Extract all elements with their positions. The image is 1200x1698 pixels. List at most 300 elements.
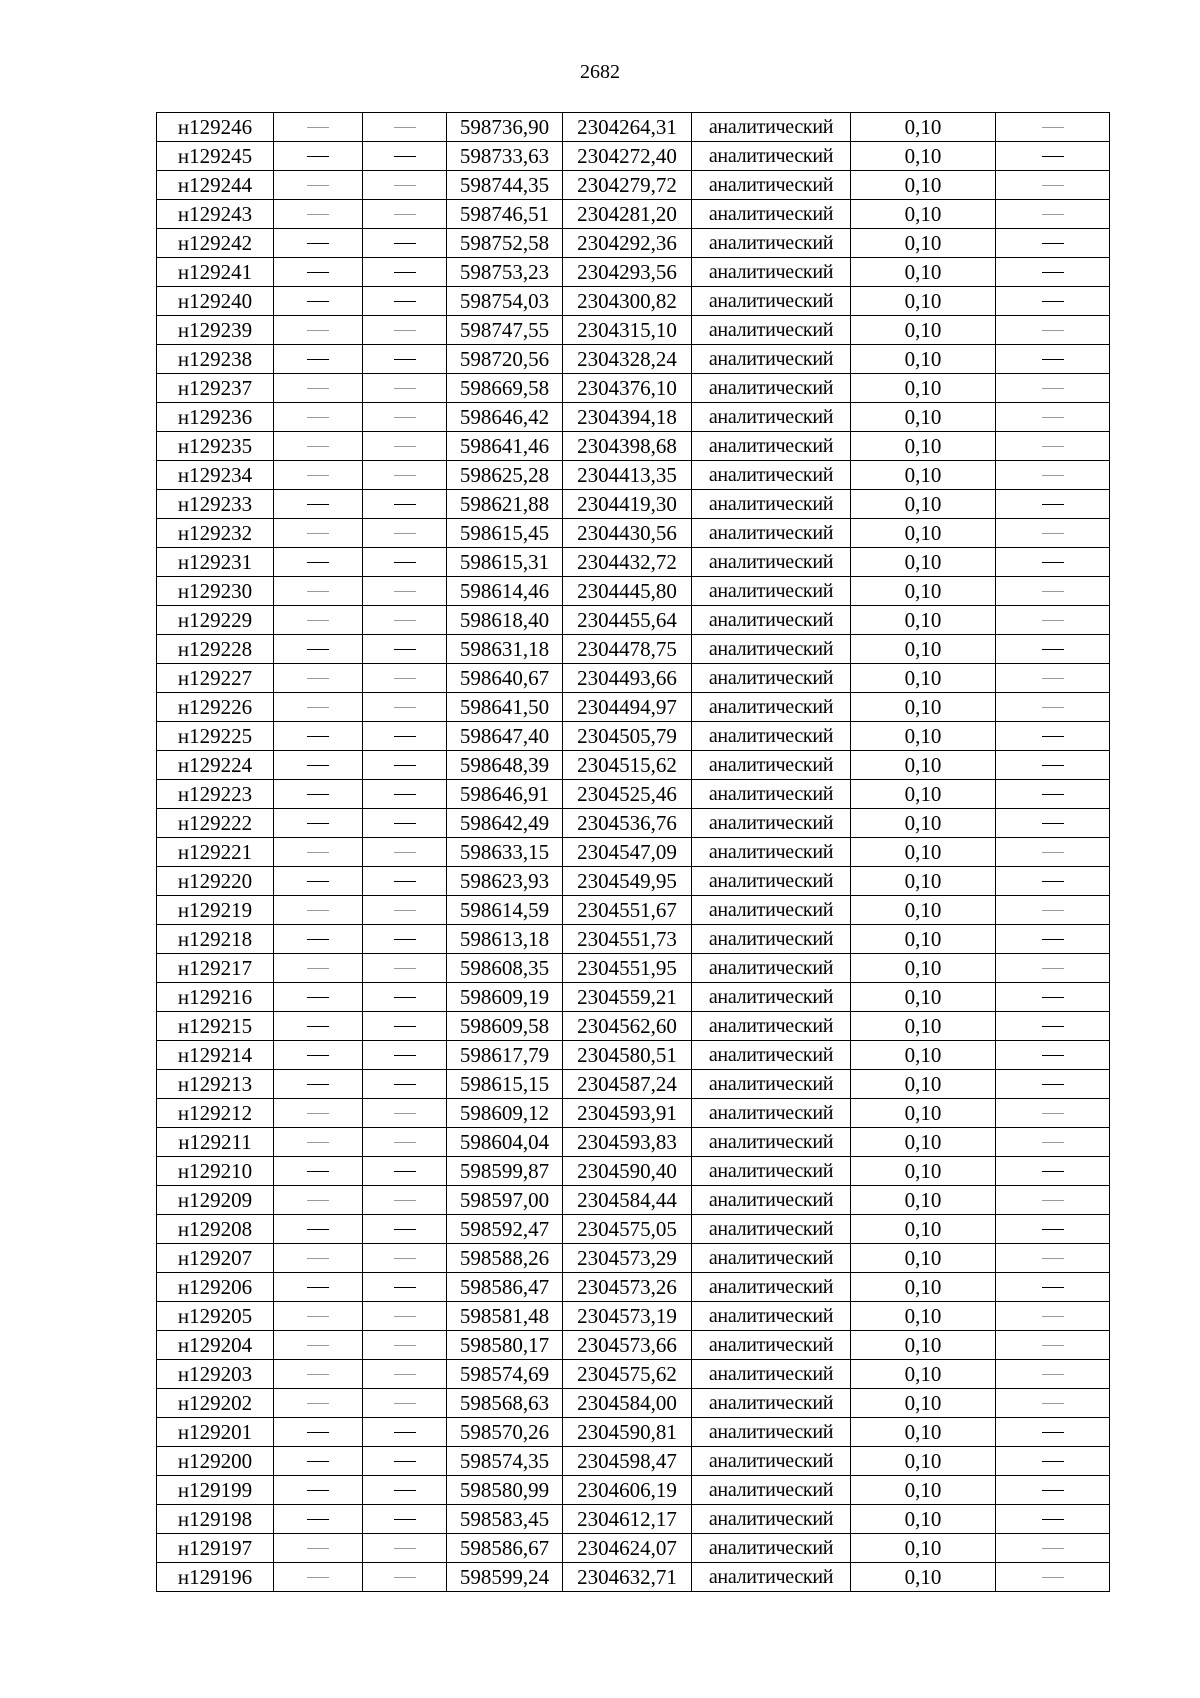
accuracy-cell: 0,10 <box>851 1505 996 1534</box>
dash-mark <box>1042 1026 1064 1027</box>
y-coordinate-cell: 2304551,67 <box>563 896 692 925</box>
empty-cell <box>363 925 447 954</box>
method-cell: аналитический <box>692 1099 851 1128</box>
point-name-cell: н129220 <box>157 867 274 896</box>
empty-cell <box>363 142 447 171</box>
point-name-cell: н129241 <box>157 258 274 287</box>
empty-cell <box>274 809 363 838</box>
method-cell: аналитический <box>692 1186 851 1215</box>
accuracy-cell: 0,10 <box>851 838 996 867</box>
method-cell: аналитический <box>692 606 851 635</box>
y-coordinate-cell: 2304580,51 <box>563 1041 692 1070</box>
dash-mark <box>1042 1258 1064 1259</box>
table-row <box>157 867 1110 896</box>
accuracy-cell: 0,10 <box>851 1447 996 1476</box>
y-coordinate-cell: 2304551,95 <box>563 954 692 983</box>
dash-mark <box>1042 997 1064 998</box>
empty-cell <box>363 1215 447 1244</box>
dash-mark <box>1042 301 1064 302</box>
y-coordinate-cell: 2304264,31 <box>563 113 692 142</box>
empty-cell <box>996 519 1110 548</box>
y-coordinate-cell: 2304525,46 <box>563 780 692 809</box>
dash-mark <box>394 1403 416 1404</box>
empty-cell <box>996 664 1110 693</box>
y-coordinate-cell: 2304575,05 <box>563 1215 692 1244</box>
accuracy-cell: 0,10 <box>851 287 996 316</box>
point-name-cell: н129207 <box>157 1244 274 1273</box>
accuracy-cell: 0,10 <box>851 316 996 345</box>
table-row <box>157 316 1110 345</box>
empty-cell <box>363 1244 447 1273</box>
dash-mark <box>307 1142 329 1143</box>
point-name-cell: н129198 <box>157 1505 274 1534</box>
y-coordinate-cell: 2304587,24 <box>563 1070 692 1099</box>
dash-mark <box>1042 1374 1064 1375</box>
empty-cell <box>274 200 363 229</box>
dash-mark <box>1042 852 1064 853</box>
x-coordinate-cell: 598583,45 <box>447 1505 563 1534</box>
empty-cell <box>996 1331 1110 1360</box>
dash-mark <box>307 1374 329 1375</box>
dash-mark <box>1042 272 1064 273</box>
method-cell: аналитический <box>692 316 851 345</box>
dash-mark <box>1042 185 1064 186</box>
point-name-cell: н129243 <box>157 200 274 229</box>
x-coordinate-cell: 598747,55 <box>447 316 563 345</box>
empty-cell <box>274 751 363 780</box>
x-coordinate-cell: 598615,31 <box>447 548 563 577</box>
dash-mark <box>394 707 416 708</box>
method-cell: аналитический <box>692 925 851 954</box>
empty-cell <box>363 867 447 896</box>
accuracy-cell: 0,10 <box>851 1302 996 1331</box>
y-coordinate-cell: 2304593,83 <box>563 1128 692 1157</box>
dash-mark <box>1042 1084 1064 1085</box>
empty-cell <box>274 461 363 490</box>
table-row <box>157 519 1110 548</box>
dash-mark <box>307 1287 329 1288</box>
empty-cell <box>274 490 363 519</box>
dash-mark <box>1042 1519 1064 1520</box>
dash-mark <box>394 388 416 389</box>
empty-cell <box>996 258 1110 287</box>
method-cell: аналитический <box>692 780 851 809</box>
x-coordinate-cell: 598615,15 <box>447 1070 563 1099</box>
point-name-cell: н129206 <box>157 1273 274 1302</box>
empty-cell <box>363 432 447 461</box>
point-name-cell: н129217 <box>157 954 274 983</box>
empty-cell <box>996 432 1110 461</box>
point-name-cell: н129204 <box>157 1331 274 1360</box>
table-row <box>157 1157 1110 1186</box>
empty-cell <box>363 1563 447 1592</box>
accuracy-cell: 0,10 <box>851 954 996 983</box>
empty-cell <box>363 577 447 606</box>
dash-mark <box>307 765 329 766</box>
empty-cell <box>274 432 363 461</box>
method-cell: аналитический <box>692 200 851 229</box>
empty-cell <box>996 896 1110 925</box>
accuracy-cell: 0,10 <box>851 925 996 954</box>
dash-mark <box>394 1171 416 1172</box>
accuracy-cell: 0,10 <box>851 548 996 577</box>
method-cell: аналитический <box>692 838 851 867</box>
point-name-cell: н129230 <box>157 577 274 606</box>
dash-mark <box>394 1200 416 1201</box>
dash-mark <box>1042 446 1064 447</box>
accuracy-cell: 0,10 <box>851 519 996 548</box>
y-coordinate-cell: 2304573,66 <box>563 1331 692 1360</box>
dash-mark <box>307 243 329 244</box>
y-coordinate-cell: 2304575,62 <box>563 1360 692 1389</box>
x-coordinate-cell: 598753,23 <box>447 258 563 287</box>
dash-mark <box>1042 127 1064 128</box>
y-coordinate-cell: 2304593,91 <box>563 1099 692 1128</box>
method-cell: аналитический <box>692 142 851 171</box>
x-coordinate-cell: 598608,35 <box>447 954 563 983</box>
dash-mark <box>1042 1316 1064 1317</box>
method-cell: аналитический <box>692 896 851 925</box>
dash-mark <box>1042 388 1064 389</box>
point-name-cell: н129235 <box>157 432 274 461</box>
method-cell: аналитический <box>692 577 851 606</box>
empty-cell <box>363 258 447 287</box>
table-row <box>157 809 1110 838</box>
method-cell: аналитический <box>692 1563 851 1592</box>
accuracy-cell: 0,10 <box>851 1128 996 1157</box>
dash-mark <box>1042 504 1064 505</box>
table-row <box>157 1186 1110 1215</box>
dash-mark <box>307 1084 329 1085</box>
dash-mark <box>394 1026 416 1027</box>
empty-cell <box>996 693 1110 722</box>
x-coordinate-cell: 598641,50 <box>447 693 563 722</box>
empty-cell <box>996 1041 1110 1070</box>
accuracy-cell: 0,10 <box>851 1360 996 1389</box>
y-coordinate-cell: 2304445,80 <box>563 577 692 606</box>
dash-mark <box>307 678 329 679</box>
dash-mark <box>394 1084 416 1085</box>
dash-mark <box>394 620 416 621</box>
y-coordinate-cell: 2304606,19 <box>563 1476 692 1505</box>
dash-mark <box>1042 1345 1064 1346</box>
method-cell: аналитический <box>692 751 851 780</box>
point-name-cell: н129212 <box>157 1099 274 1128</box>
dash-mark <box>394 1577 416 1578</box>
empty-cell <box>274 1186 363 1215</box>
point-name-cell: н129227 <box>157 664 274 693</box>
empty-cell <box>363 229 447 258</box>
dash-mark <box>394 214 416 215</box>
y-coordinate-cell: 2304376,10 <box>563 374 692 403</box>
empty-cell <box>274 229 363 258</box>
y-coordinate-cell: 2304573,19 <box>563 1302 692 1331</box>
dash-mark <box>307 1519 329 1520</box>
method-cell: аналитический <box>692 1157 851 1186</box>
dash-mark <box>307 1200 329 1201</box>
x-coordinate-cell: 598615,45 <box>447 519 563 548</box>
y-coordinate-cell: 2304279,72 <box>563 171 692 200</box>
table-row <box>157 1302 1110 1331</box>
table-row <box>157 287 1110 316</box>
method-cell: аналитический <box>692 1302 851 1331</box>
dash-mark <box>394 968 416 969</box>
empty-cell <box>274 1331 363 1360</box>
method-cell: аналитический <box>692 1418 851 1447</box>
x-coordinate-cell: 598586,67 <box>447 1534 563 1563</box>
dash-mark <box>307 533 329 534</box>
empty-cell <box>363 403 447 432</box>
dash-mark <box>1042 823 1064 824</box>
dash-mark <box>307 1548 329 1549</box>
dash-mark <box>1042 968 1064 969</box>
y-coordinate-cell: 2304505,79 <box>563 722 692 751</box>
empty-cell <box>274 1418 363 1447</box>
dash-mark <box>394 852 416 853</box>
table-row <box>157 432 1110 461</box>
point-name-cell: н129242 <box>157 229 274 258</box>
table-row <box>157 1128 1110 1157</box>
method-cell: аналитический <box>692 983 851 1012</box>
dash-mark <box>394 243 416 244</box>
empty-cell <box>363 896 447 925</box>
dash-mark <box>1042 736 1064 737</box>
dash-mark <box>307 1316 329 1317</box>
y-coordinate-cell: 2304281,20 <box>563 200 692 229</box>
dash-mark <box>307 997 329 998</box>
dash-mark <box>394 301 416 302</box>
accuracy-cell: 0,10 <box>851 1563 996 1592</box>
accuracy-cell: 0,10 <box>851 229 996 258</box>
x-coordinate-cell: 598613,18 <box>447 925 563 954</box>
accuracy-cell: 0,10 <box>851 1244 996 1273</box>
accuracy-cell: 0,10 <box>851 983 996 1012</box>
method-cell: аналитический <box>692 1360 851 1389</box>
empty-cell <box>996 1476 1110 1505</box>
x-coordinate-cell: 598580,17 <box>447 1331 563 1360</box>
dash-mark <box>1042 794 1064 795</box>
x-coordinate-cell: 598618,40 <box>447 606 563 635</box>
y-coordinate-cell: 2304493,66 <box>563 664 692 693</box>
method-cell: аналитический <box>692 374 851 403</box>
dash-mark <box>307 156 329 157</box>
empty-cell <box>274 316 363 345</box>
accuracy-cell: 0,10 <box>851 1273 996 1302</box>
y-coordinate-cell: 2304584,44 <box>563 1186 692 1215</box>
method-cell: аналитический <box>692 664 851 693</box>
table-row <box>157 1244 1110 1273</box>
table-row <box>157 171 1110 200</box>
dash-mark <box>1042 678 1064 679</box>
dash-mark <box>1042 475 1064 476</box>
empty-cell <box>363 490 447 519</box>
y-coordinate-cell: 2304559,21 <box>563 983 692 1012</box>
point-name-cell: н129221 <box>157 838 274 867</box>
table-row <box>157 983 1110 1012</box>
empty-cell <box>996 548 1110 577</box>
y-coordinate-cell: 2304536,76 <box>563 809 692 838</box>
dash-mark <box>1042 330 1064 331</box>
dash-mark <box>394 1461 416 1462</box>
dash-mark <box>307 881 329 882</box>
empty-cell <box>996 1186 1110 1215</box>
x-coordinate-cell: 598599,87 <box>447 1157 563 1186</box>
dash-mark <box>307 185 329 186</box>
empty-cell <box>363 1186 447 1215</box>
dash-mark <box>1042 707 1064 708</box>
empty-cell <box>996 1128 1110 1157</box>
accuracy-cell: 0,10 <box>851 1186 996 1215</box>
dash-mark <box>1042 765 1064 766</box>
x-coordinate-cell: 598621,88 <box>447 490 563 519</box>
empty-cell <box>363 722 447 751</box>
empty-cell <box>996 171 1110 200</box>
x-coordinate-cell: 598599,24 <box>447 1563 563 1592</box>
empty-cell <box>274 896 363 925</box>
empty-cell <box>274 403 363 432</box>
dash-mark <box>307 272 329 273</box>
dash-mark <box>394 127 416 128</box>
method-cell: аналитический <box>692 461 851 490</box>
dash-mark <box>307 1229 329 1230</box>
dash-mark <box>307 1577 329 1578</box>
x-coordinate-cell: 598744,35 <box>447 171 563 200</box>
method-cell: аналитический <box>692 1215 851 1244</box>
point-name-cell: н129229 <box>157 606 274 635</box>
point-name-cell: н129213 <box>157 1070 274 1099</box>
dash-mark <box>1042 1229 1064 1230</box>
dash-mark <box>307 504 329 505</box>
x-coordinate-cell: 598568,63 <box>447 1389 563 1418</box>
method-cell: аналитический <box>692 1331 851 1360</box>
point-name-cell: н129238 <box>157 345 274 374</box>
page-number: 2682 <box>580 61 620 83</box>
empty-cell <box>363 1360 447 1389</box>
accuracy-cell: 0,10 <box>851 1012 996 1041</box>
empty-cell <box>363 954 447 983</box>
dash-mark <box>307 620 329 621</box>
x-coordinate-cell: 598640,67 <box>447 664 563 693</box>
method-cell: аналитический <box>692 287 851 316</box>
dash-mark <box>394 1113 416 1114</box>
empty-cell <box>363 287 447 316</box>
dash-mark <box>394 794 416 795</box>
empty-cell <box>274 838 363 867</box>
x-coordinate-cell: 598586,47 <box>447 1273 563 1302</box>
dash-mark <box>307 968 329 969</box>
empty-cell <box>996 1418 1110 1447</box>
y-coordinate-cell: 2304612,17 <box>563 1505 692 1534</box>
x-coordinate-cell: 598581,48 <box>447 1302 563 1331</box>
x-coordinate-cell: 598733,63 <box>447 142 563 171</box>
y-coordinate-cell: 2304562,60 <box>563 1012 692 1041</box>
method-cell: аналитический <box>692 722 851 751</box>
x-coordinate-cell: 598623,93 <box>447 867 563 896</box>
dash-mark <box>307 823 329 824</box>
point-name-cell: н129199 <box>157 1476 274 1505</box>
method-cell: аналитический <box>692 635 851 664</box>
empty-cell <box>363 1418 447 1447</box>
y-coordinate-cell: 2304584,00 <box>563 1389 692 1418</box>
empty-cell <box>996 345 1110 374</box>
dash-mark <box>394 533 416 534</box>
empty-cell <box>274 635 363 664</box>
accuracy-cell: 0,10 <box>851 432 996 461</box>
empty-cell <box>996 1389 1110 1418</box>
empty-cell <box>996 287 1110 316</box>
method-cell: аналитический <box>692 171 851 200</box>
point-name-cell: н129216 <box>157 983 274 1012</box>
empty-cell <box>363 200 447 229</box>
dash-mark <box>394 1519 416 1520</box>
point-name-cell: н129201 <box>157 1418 274 1447</box>
empty-cell <box>363 780 447 809</box>
dash-mark <box>1042 533 1064 534</box>
dash-mark <box>307 852 329 853</box>
y-coordinate-cell: 2304590,81 <box>563 1418 692 1447</box>
accuracy-cell: 0,10 <box>851 1157 996 1186</box>
y-coordinate-cell: 2304598,47 <box>563 1447 692 1476</box>
dash-mark <box>1042 620 1064 621</box>
accuracy-cell: 0,10 <box>851 606 996 635</box>
method-cell: аналитический <box>692 1505 851 1534</box>
dash-mark <box>307 388 329 389</box>
empty-cell <box>363 113 447 142</box>
y-coordinate-cell: 2304624,07 <box>563 1534 692 1563</box>
empty-cell <box>996 1157 1110 1186</box>
empty-cell <box>363 1302 447 1331</box>
x-coordinate-cell: 598570,26 <box>447 1418 563 1447</box>
x-coordinate-cell: 598752,58 <box>447 229 563 258</box>
table-row <box>157 548 1110 577</box>
accuracy-cell: 0,10 <box>851 1418 996 1447</box>
dash-mark <box>394 736 416 737</box>
method-cell: аналитический <box>692 229 851 258</box>
dash-mark <box>394 475 416 476</box>
point-name-cell: н129200 <box>157 1447 274 1476</box>
table-row <box>157 258 1110 287</box>
table-row <box>157 664 1110 693</box>
dash-mark <box>394 185 416 186</box>
point-name-cell: н129226 <box>157 693 274 722</box>
dash-mark <box>307 1171 329 1172</box>
empty-cell <box>996 838 1110 867</box>
accuracy-cell: 0,10 <box>851 461 996 490</box>
y-coordinate-cell: 2304551,73 <box>563 925 692 954</box>
y-coordinate-cell: 2304419,30 <box>563 490 692 519</box>
dash-mark <box>307 591 329 592</box>
table-row <box>157 1447 1110 1476</box>
table-row <box>157 896 1110 925</box>
x-coordinate-cell: 598614,59 <box>447 896 563 925</box>
empty-cell <box>996 983 1110 1012</box>
empty-cell <box>274 954 363 983</box>
empty-cell <box>363 345 447 374</box>
accuracy-cell: 0,10 <box>851 1534 996 1563</box>
method-cell: аналитический <box>692 432 851 461</box>
x-coordinate-cell: 598574,69 <box>447 1360 563 1389</box>
accuracy-cell: 0,10 <box>851 1041 996 1070</box>
method-cell: аналитический <box>692 693 851 722</box>
empty-cell <box>274 1070 363 1099</box>
dash-mark <box>394 1490 416 1491</box>
table-row <box>157 1099 1110 1128</box>
y-coordinate-cell: 2304590,40 <box>563 1157 692 1186</box>
point-name-cell: н129203 <box>157 1360 274 1389</box>
point-name-cell: н129218 <box>157 925 274 954</box>
point-name-cell: н129233 <box>157 490 274 519</box>
empty-cell <box>274 548 363 577</box>
